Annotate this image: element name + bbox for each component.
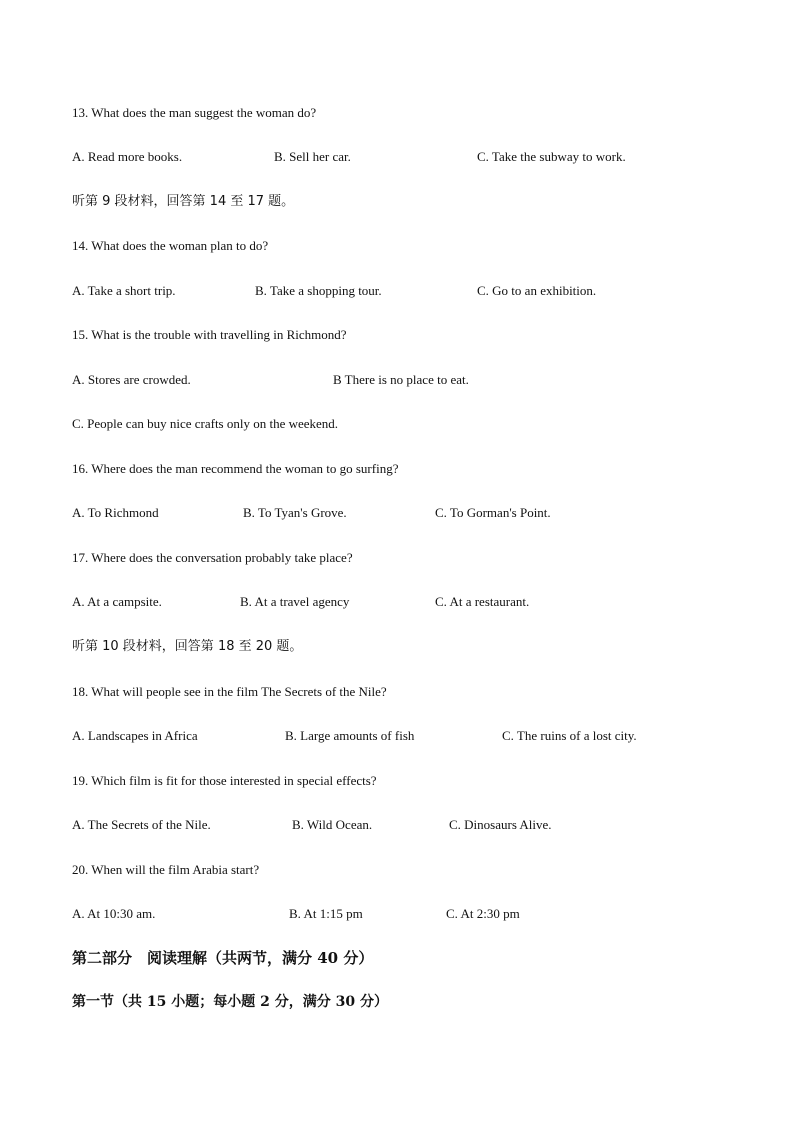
question-16: 16. Where does the man recommend the woman to go surfing? xyxy=(72,461,399,476)
option-17-a: A. At a campsite. xyxy=(72,594,162,609)
option-15-c: C. People can buy nice crafts only on the weekend. xyxy=(72,416,339,431)
question-17: 17. Where does the conversation probably take place? xyxy=(72,550,353,565)
option-13-a: A. Read more books. xyxy=(72,149,183,164)
option-18-b: B. Large amounts of fish xyxy=(285,728,415,743)
option-15-b: B There is no place to eat. xyxy=(333,372,469,387)
option-14-c: C. Go to an exhibition. xyxy=(477,283,597,298)
question-20: 20. When will the film Arabia start? xyxy=(72,862,260,877)
option-13-c: C. Take the subway to work. xyxy=(477,149,626,164)
option-16-a: A. To Richmond xyxy=(72,505,159,520)
question-15: 15. What is the trouble with travelling in Richmond? xyxy=(72,327,347,342)
option-20-b: B. At 1:15 pm xyxy=(289,906,363,921)
option-18-c: C. The ruins of a lost city. xyxy=(502,728,637,743)
question-19: 19. Which film is fit for those interested in special effects? xyxy=(72,773,377,788)
option-19-c: C. Dinosaurs Alive. xyxy=(449,817,552,832)
option-17-b: B. At a travel agency xyxy=(240,594,350,609)
question-14: 14. What does the woman plan to do? xyxy=(72,238,269,253)
option-20-c: C. At 2:30 pm xyxy=(446,906,520,921)
option-20-a: A. At 10:30 am. xyxy=(72,906,156,921)
option-14-b: B. Take a shopping tour. xyxy=(255,283,382,298)
option-19-a: A. The Secrets of the Nile. xyxy=(72,817,211,832)
instruction-passage-10: 听第 10 段材料，回答第 18 至 20 题。 xyxy=(72,639,303,654)
question-13: 13. What does the man suggest the woman do? xyxy=(72,105,317,120)
option-13-b: B. Sell her car. xyxy=(274,149,351,164)
option-18-a: A. Landscapes in Africa xyxy=(72,728,198,743)
option-16-b: B. To Tyan's Grove. xyxy=(243,505,347,520)
part-two-heading: 第二部分 阅读理解（共两节，满分 40 分） xyxy=(72,949,374,967)
question-18: 18. What will people see in the film The Secrets of the Nile? xyxy=(72,684,387,699)
section-one-heading: 第一节（共 15 小题；每小题 2 分，满分 30 分） xyxy=(72,994,388,1010)
option-19-b: B. Wild Ocean. xyxy=(292,817,373,832)
option-16-c: C. To Gorman's Point. xyxy=(435,505,551,520)
instruction-passage-9: 听第 9 段材料，回答第 14 至 17 题。 xyxy=(72,194,295,209)
option-17-c: C. At a restaurant. xyxy=(435,594,530,609)
option-15-a: A. Stores are crowded. xyxy=(72,372,191,387)
option-14-a: A. Take a short trip. xyxy=(72,283,176,298)
